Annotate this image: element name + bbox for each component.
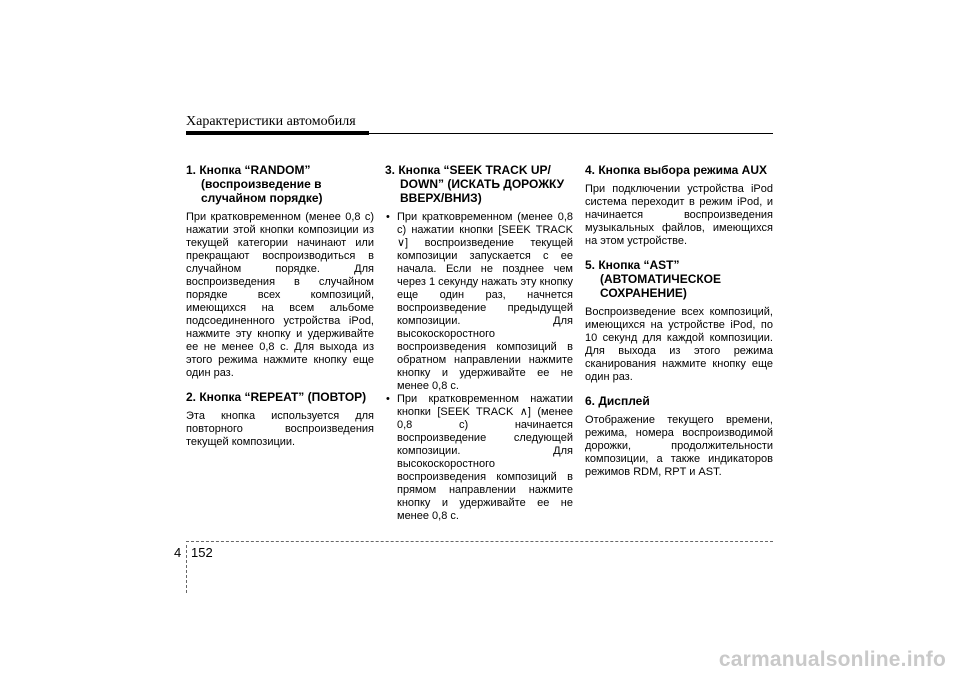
column-1 bbox=[186, 163, 374, 459]
section-1-heading: 1. Кнопка “RANDOM” (воспроизведение в случайном порядке) bbox=[186, 163, 323, 205]
header-title: Характеристики автомобиля bbox=[186, 114, 356, 129]
section-1-text: При кратковременном (менее 0,8 с) нажатии этой кнопки композиции из текущей категории начинают или прекращают воспроизводиться в случайном порядке. Для воспроизведения в случайном порядке всех композиций, имеющихся на всем альбоме подсоединенного устройства iPod, нажмите эту кнопку и удерживайте ее не менее 0,8 с. Для выхода из этого режима нажмите кнопку еще один раз. bbox=[186, 211, 374, 379]
section-5-text: Воспроизведение всех композиций, имеющихся на устройстве iPod, по 10 секунд для каждой композиции. Для выхода из этого режима сканирования нажмите кнопку еще один раз. bbox=[585, 306, 773, 383]
page-section-number: 4 bbox=[174, 545, 182, 560]
watermark: carmanualsonline.info bbox=[718, 648, 946, 671]
seek-track-up-item: • При кратковременном нажатии кнопки [SEEK TRACK ∧] (менее 0,8 с) начинается воспроизведение следующей композиции. Для высокоскоростного воспроизведения композиций в прямом направлении нажмите кнопку и удерживайте ее не менее 0,8 с. bbox=[385, 393, 573, 523]
section-2-heading: 2. Кнопка “REPEAT” (ПОВТОР) bbox=[186, 390, 367, 404]
section-2-text: Эта кнопка используется для повторного воспроизведения текущей композиции. bbox=[186, 410, 374, 448]
section-3-heading: 3. Кнопка “SEEK TRACK UP/ DOWN” (ИСКАТЬ ДОРОЖКУ ВВЕРХ/ВНИЗ) bbox=[385, 163, 565, 205]
footer-rule bbox=[186, 541, 773, 542]
header-rule-thick bbox=[186, 131, 369, 135]
column-3 bbox=[585, 163, 773, 489]
page-number: 152 bbox=[191, 545, 213, 560]
section-4-heading: 4. Кнопка выбора режима AUX bbox=[585, 163, 768, 177]
header-rule-thin bbox=[369, 133, 773, 134]
seek-track-list bbox=[385, 211, 573, 523]
column-2 bbox=[385, 163, 573, 527]
section-5-heading: 5. Кнопка “AST” (АВТОМАТИЧЕСКОЕ СОХРАНЕНИЕ) bbox=[585, 258, 722, 300]
section-4-text: При подключении устройства iPod система переходит в режим iPod, и начинается воспроизведения музыкальных файлов, имеющихся на этом устройстве. bbox=[585, 183, 773, 247]
seek-track-down-item: • При кратковременном (менее 0,8 с) нажатии кнопки [SEEK TRACK ∨] воспроизведение текущей композиции запускается с ее начала. Если не позднее чем через 1 секунду нажать эту кнопку еще один раз, начнется воспроизведение предыдущей композиции. Для высокоскоростного воспроизведения композиций в обратном направлении нажмите кнопку и удерживайте ее не менее 0,8 с. bbox=[385, 211, 573, 393]
section-6-heading: 6. Дисплей bbox=[585, 394, 650, 408]
section-6-text: Отображение текущего времени, режима, номера воспроизводимой дорожки, продолжительности композиции, а также индикаторов режимов RDM, RPT и AST. bbox=[585, 414, 773, 478]
